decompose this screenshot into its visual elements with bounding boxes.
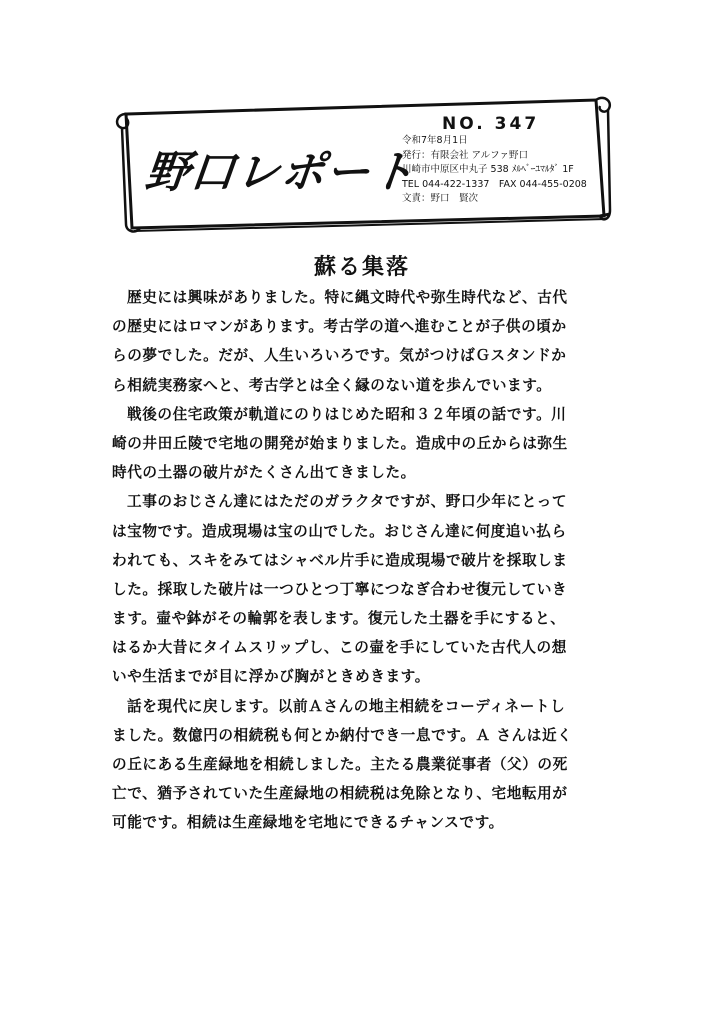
publisher: 発行：有限会社 アルファ野口: [402, 149, 528, 161]
text-line: 崎の井田丘陵で宅地の開発が始まりました。造成中の丘からは弥生: [112, 434, 568, 452]
text-line: 可能です。相続は生産緑地を宅地にできるチャンスです。: [112, 814, 504, 832]
contact: TEL 044-422-1337 FAX 044-455-0208: [402, 178, 587, 190]
report-title: 野口レポート: [142, 147, 419, 198]
article-title: 蘇る集落: [313, 255, 410, 280]
address: 川崎市中原区中丸子 538 ﾒﾙﾍﾞｰﾕﾏﾙﾀﾞ 1F: [402, 164, 574, 175]
text-line: 亡で、猶予されていた生産緑地の相続税は免除となり、宅地転用が: [112, 785, 568, 803]
text-line: われても、スキをみてはシャベル片手に造成現場で破片を採取しま: [112, 551, 568, 569]
issue-number: NO. 347: [442, 114, 540, 134]
text-line: ら相続実務家へと、考古学とは全く縁のない道を歩んでいます。: [112, 376, 552, 394]
text-line: ました。数億円の相続税も何とか納付でき一息です。Ａ さんは近く: [112, 726, 573, 744]
text-line: の歴史にはロマンがあります。考古学の道へ進むことが子供の頃か: [112, 318, 567, 336]
text-line: はるか大昔にタイムスリップし、この壷を手にしていた古代人の想: [112, 639, 567, 657]
text-line: 時代の土器の破片がたくさん出てきました。: [112, 464, 416, 482]
article-body: [112, 283, 617, 838]
issue-date: 令和7年8月1日: [402, 135, 468, 146]
author: 文責：野口 賢次: [402, 193, 479, 204]
text-line: した。採取した破片は一つひとつ丁寧につなぎ合わせ復元していき: [112, 580, 568, 598]
text-line: ます。壷や鉢がその輪郭を表します。復元した土器を手にすると、: [112, 610, 566, 628]
text-line: の丘にある生産緑地を相続しました。主たる農業従事者（父）の死: [112, 756, 568, 773]
text-line: らの夢でした。だが、人生いろいろです。気がつけばＧスタンドか: [112, 347, 567, 365]
report-banner: [110, 92, 616, 237]
text-line: は宝物です。造成現場は宝の山でした。おじさん達に何度追い払ら: [112, 522, 567, 540]
text-line: 工事のおじさん達にはただのガラクタですが、野口少年にとって: [127, 493, 568, 511]
publication-info: [402, 134, 587, 207]
text-line: 話を現代に戻します。以前Ａさんの地主相続をコーディネートし: [127, 697, 566, 715]
text-line: 歴史には興味がありました。特に縄文時代や弥生時代など、古代: [127, 289, 568, 306]
text-line: 戦後の住宅政策が軌道にのりはじめた昭和３２年頃の話です。川: [127, 405, 567, 423]
text-line: いや生活までが目に浮かび胸がときめきます。: [112, 668, 430, 686]
